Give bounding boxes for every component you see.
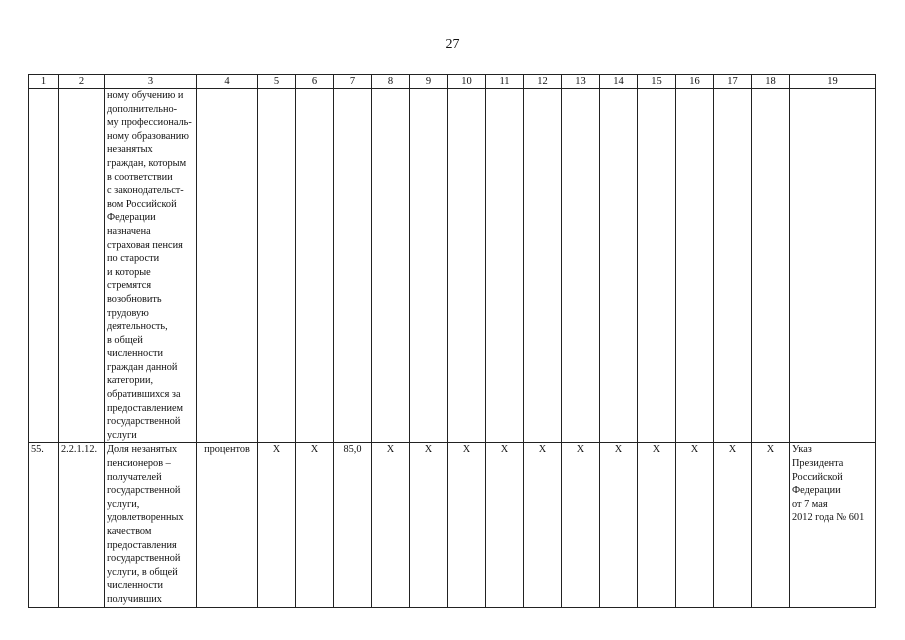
column-header: 4 [197,75,258,89]
table-cell [524,89,562,443]
table-cell [29,89,59,443]
column-header: 6 [296,75,334,89]
row-code-cell: 2.2.1.12. [59,443,105,608]
value-cell-15: Х [638,443,676,608]
table-cell [334,89,372,443]
value-cell-6: Х [296,443,334,608]
value-cell-13: Х [562,443,600,608]
column-header: 7 [334,75,372,89]
value-cell-16: Х [676,443,714,608]
table-cell [258,89,296,443]
column-header: 11 [486,75,524,89]
indicator-name-cell: Доля незанятых пенсионеров – получателей государственной услуги, удовлетворенных качеством предоставления государственной услуги, в общей численности получивших [105,443,197,608]
table-cell [790,89,876,443]
table-cell [197,89,258,443]
table-cell [448,89,486,443]
table-cell [59,89,105,443]
table-row-55 [29,443,876,608]
value-cell-14: Х [600,443,638,608]
column-header: 14 [600,75,638,89]
table-cell [410,89,448,443]
indicators-table [28,74,876,608]
column-header: 3 [105,75,197,89]
column-header: 12 [524,75,562,89]
table-cell [714,89,752,443]
column-header: 5 [258,75,296,89]
row-number-cell: 55. [29,443,59,608]
value-cell-9: Х [410,443,448,608]
table-cell [562,89,600,443]
unit-cell: процентов [197,443,258,608]
column-header: 15 [638,75,676,89]
indicator-name-cell: ному обучению и дополнительно- му профессиональ- ному образованию незанятых граждан, которым в соответствии с законодательст- вом Российской Федерации назначена страховая пенсия по старости и которые стремятся возобновить трудовую деятельность, в общей численности граждан данной категории, обратившихся за предоставлением государственной услуги [105,89,197,443]
table-cell [372,89,410,443]
table-cell [486,89,524,443]
column-header: 13 [562,75,600,89]
column-number-row [29,75,876,89]
legal-basis-cell: Указ Президента Российской Федерации от 7 мая 2012 года № 601 [790,443,876,608]
value-cell-7: 85,0 [334,443,372,608]
column-header: 2 [59,75,105,89]
value-cell-11: Х [486,443,524,608]
value-cell-8: Х [372,443,410,608]
column-header: 19 [790,75,876,89]
column-header: 16 [676,75,714,89]
value-cell-5: Х [258,443,296,608]
table-row-continuation [29,89,876,443]
value-cell-12: Х [524,443,562,608]
page-number: 27 [445,37,460,52]
column-header: 9 [410,75,448,89]
column-header: 17 [714,75,752,89]
table-cell [752,89,790,443]
column-header: 8 [372,75,410,89]
table-cell [638,89,676,443]
column-header: 18 [752,75,790,89]
table-cell [600,89,638,443]
value-cell-17: Х [714,443,752,608]
column-header: 10 [448,75,486,89]
table-cell [676,89,714,443]
value-cell-18: Х [752,443,790,608]
value-cell-10: Х [448,443,486,608]
table-cell [296,89,334,443]
column-header: 1 [29,75,59,89]
